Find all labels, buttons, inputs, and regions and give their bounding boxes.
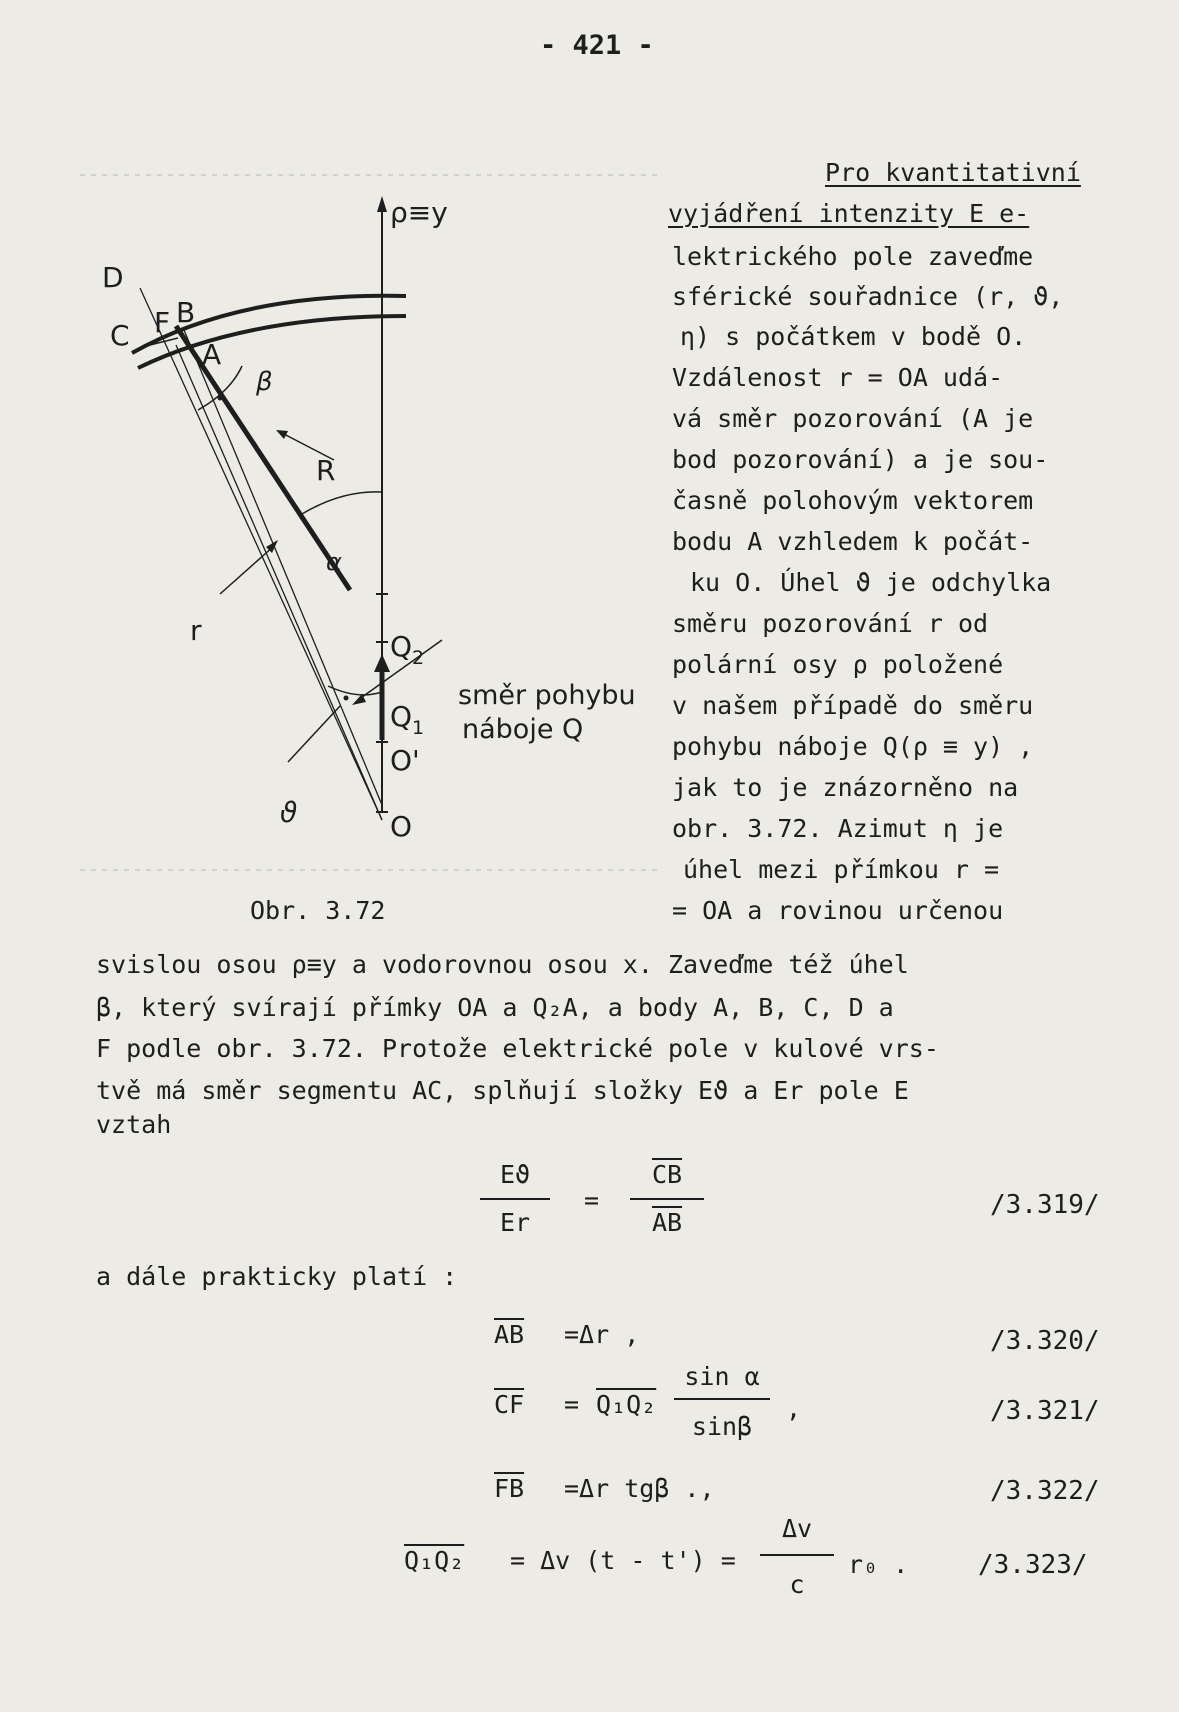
eq322-rhs: =Δr tgβ ., — [564, 1474, 715, 1503]
full-line-1: svislou osou ρ≡y a vodorovnou osou x. Zaveďme též úhel — [96, 950, 909, 979]
eq321-q1q2: Q₁Q₂ — [596, 1390, 657, 1419]
page-number: - 421 - — [540, 30, 654, 61]
eq323-number: /3.323/ — [978, 1550, 1088, 1580]
r-leader-line — [220, 546, 274, 594]
label-alpha: α — [326, 548, 342, 576]
figure-3-72 — [80, 170, 660, 950]
text-line-5: η) s počátkem v bodě O. — [680, 322, 1027, 351]
eq323-rhs: = Δv (t - t') = — [510, 1546, 736, 1575]
label-r: r — [190, 614, 202, 647]
label-Q1: $Q_1$ — [390, 700, 425, 739]
eq320-rhs: =Δr , — [564, 1320, 640, 1349]
label-Q2: $Q_2$ — [390, 630, 425, 669]
alpha-arc — [302, 492, 382, 514]
motion-arrow-icon — [374, 654, 390, 672]
text-line-1: Pro kvantitativní — [825, 158, 1081, 187]
label-C: C — [110, 319, 130, 352]
eq319-rhs-numerator: $\overline{CB}$ — [651, 1160, 683, 1189]
full-line-4: tvě má směr segmentu AC, splňují složky Eϑ a Er pole E — [96, 1076, 909, 1105]
text-line-19: = OA a rovinou určenou — [672, 896, 1004, 925]
eq321-fraction — [674, 1362, 770, 1446]
text-line-6: Vzdálenost r = OA udá- — [672, 363, 1004, 392]
eq321-lhs: $\overline{CF}$ — [494, 1390, 525, 1419]
eq321-equals: = — [564, 1390, 580, 1419]
eq319-equals: = — [584, 1186, 600, 1215]
text-line-10: bodu A vzhledem k počát- — [672, 527, 1034, 556]
eq321-denominator: sinβ — [691, 1412, 753, 1441]
eq323-lhs: Q₁Q₂ — [404, 1546, 465, 1575]
eq321-numerator: sin α — [684, 1362, 760, 1391]
label-O: O — [390, 810, 413, 843]
eq319-lhs-fraction — [480, 1160, 550, 1240]
outer-arc — [132, 296, 406, 353]
equations-intro: a dále prakticky platí : — [96, 1262, 458, 1291]
eq323-numerator: Δv — [781, 1514, 813, 1543]
eq320-number: /3.320/ — [990, 1326, 1100, 1356]
eq321-comma: , — [786, 1394, 802, 1423]
text-line-7: vá směr pozorování (A je — [672, 404, 1034, 433]
text-line-3: lektrického pole zaveďme — [672, 242, 1034, 271]
label-A: A — [202, 338, 222, 371]
eq319-rhs-denominator: AB — [651, 1208, 683, 1237]
eq320-lhs: $\overline{AB}$ — [494, 1320, 525, 1349]
eq319-bar — [480, 1198, 550, 1200]
R-leader-arrow-icon — [276, 430, 288, 439]
line-OB — [176, 345, 382, 820]
label-F: F — [154, 306, 171, 339]
text-line-15: pohybu náboje Q(ρ ≡ y) , — [672, 732, 1034, 761]
eq319-rhs-fraction — [630, 1160, 704, 1240]
eq321-bar — [674, 1398, 770, 1400]
theta-leader-line — [288, 706, 340, 762]
eq319-number: /3.319/ — [990, 1190, 1100, 1220]
label-O-prime: O' — [390, 744, 420, 777]
text-line-8: bod pozorování) a je sou- — [672, 445, 1049, 474]
label-beta: β — [256, 367, 273, 397]
text-line-14: v našem případě do směru — [672, 691, 1034, 720]
text-line-13: polární osy ρ položené — [672, 650, 1004, 679]
eq323-fraction — [760, 1514, 834, 1604]
axis-label: ρ≡y — [390, 196, 448, 229]
text-line-17: obr. 3.72. Azimut η je — [672, 814, 1004, 843]
eq323-bar — [760, 1554, 834, 1556]
text-line-18: úhel mezi přímkou r = — [683, 855, 1000, 884]
figure-caption: Obr. 3.72 — [250, 896, 386, 925]
eq323-tail: r₀ . — [848, 1550, 909, 1579]
eq321-number: /3.321/ — [990, 1396, 1100, 1426]
full-line-3: F podle obr. 3.72. Protože elektrické pole v kulové vrs- — [96, 1034, 939, 1063]
eq319-numerator: Eϑ — [499, 1160, 531, 1189]
label-theta: ϑ — [280, 796, 298, 829]
text-line-16: jak to je znázorněno na — [672, 773, 1019, 802]
text-line-4: sférické souřadnice (r, ϑ, — [672, 282, 1064, 311]
eq322-lhs: $\overline{FB}$ — [494, 1474, 525, 1503]
label-D: D — [102, 261, 124, 294]
label-R: R — [316, 454, 336, 487]
axis-arrow-icon — [377, 196, 387, 212]
text-line-9: časně polohovým vektorem — [672, 486, 1034, 515]
text-line-12: směru pozorování r od — [672, 609, 989, 638]
text-line-11: ku O. Úhel ϑ je odchylka — [690, 568, 1052, 597]
line-OprimeA — [184, 330, 382, 805]
eq322-number: /3.322/ — [990, 1476, 1100, 1506]
text-line-2: vyjádření intenzity E e- — [668, 199, 1030, 228]
full-line-2: β, který svírají přímky OA a Q₂A, a body A, B, C, D a — [96, 993, 894, 1022]
label-B: B — [176, 296, 196, 329]
full-line-5: vztah — [96, 1110, 172, 1139]
figure-svg — [80, 170, 660, 950]
eq319-denominator: Er — [499, 1208, 531, 1237]
eq323-denominator: c — [789, 1570, 805, 1599]
motion-label-line-1: směr pohybu — [458, 680, 636, 711]
theta-dot — [344, 696, 349, 701]
motion-label-line-2: náboje Q — [462, 714, 584, 745]
eq319-rhs-bar — [630, 1198, 704, 1200]
